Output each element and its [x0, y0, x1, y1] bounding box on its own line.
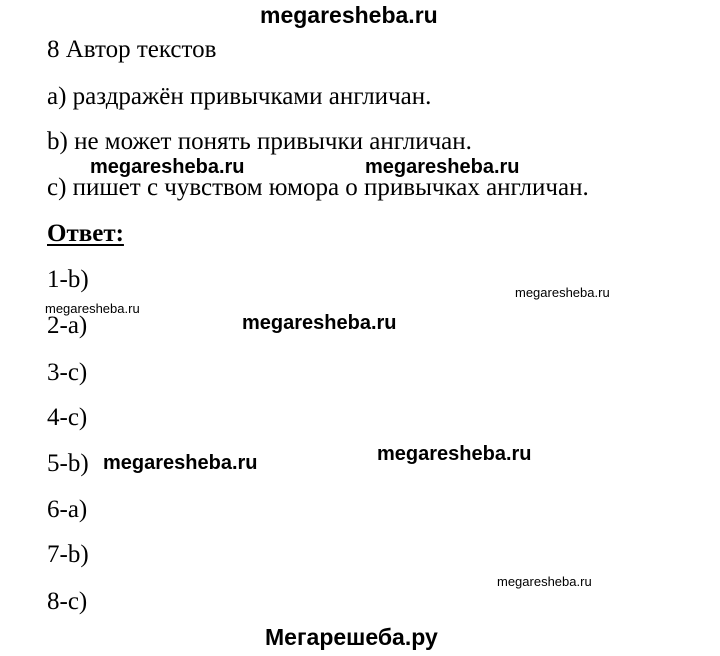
- watermark: megaresheba.ru: [90, 156, 245, 178]
- answer-item-3: 3-c): [47, 359, 88, 386]
- answer-item-8: 8-c): [47, 588, 88, 615]
- footer-watermark: Мегарешеба.ру: [265, 624, 438, 650]
- watermark: megaresheba.ru: [515, 285, 610, 300]
- watermark: megaresheba.ru: [365, 156, 520, 178]
- answer-item-2: 2-a): [47, 312, 88, 339]
- option-c: c) пишет с чувством юмора о привычках англичан.: [47, 174, 589, 201]
- option-a: a) раздражён привычками англичан.: [47, 83, 432, 110]
- answer-heading: Ответ:: [47, 220, 124, 247]
- watermark: megaresheba.ru: [103, 452, 258, 474]
- watermark: megaresheba.ru: [377, 443, 532, 465]
- answer-item-4: 4-c): [47, 404, 88, 431]
- answer-item-5: 5-b): [47, 450, 89, 477]
- option-b: b) не может понять привычки англичан.: [47, 128, 472, 155]
- watermark: megaresheba.ru: [242, 312, 397, 334]
- answer-item-7: 7-b): [47, 541, 89, 568]
- answer-item-6: 6-a): [47, 496, 88, 523]
- header-watermark: megaresheba.ru: [260, 2, 438, 28]
- question-title: 8 Автор текстов: [47, 36, 217, 63]
- watermark: megaresheba.ru: [45, 301, 140, 316]
- watermark: megaresheba.ru: [497, 574, 592, 589]
- answer-item-1: 1-b): [47, 266, 89, 293]
